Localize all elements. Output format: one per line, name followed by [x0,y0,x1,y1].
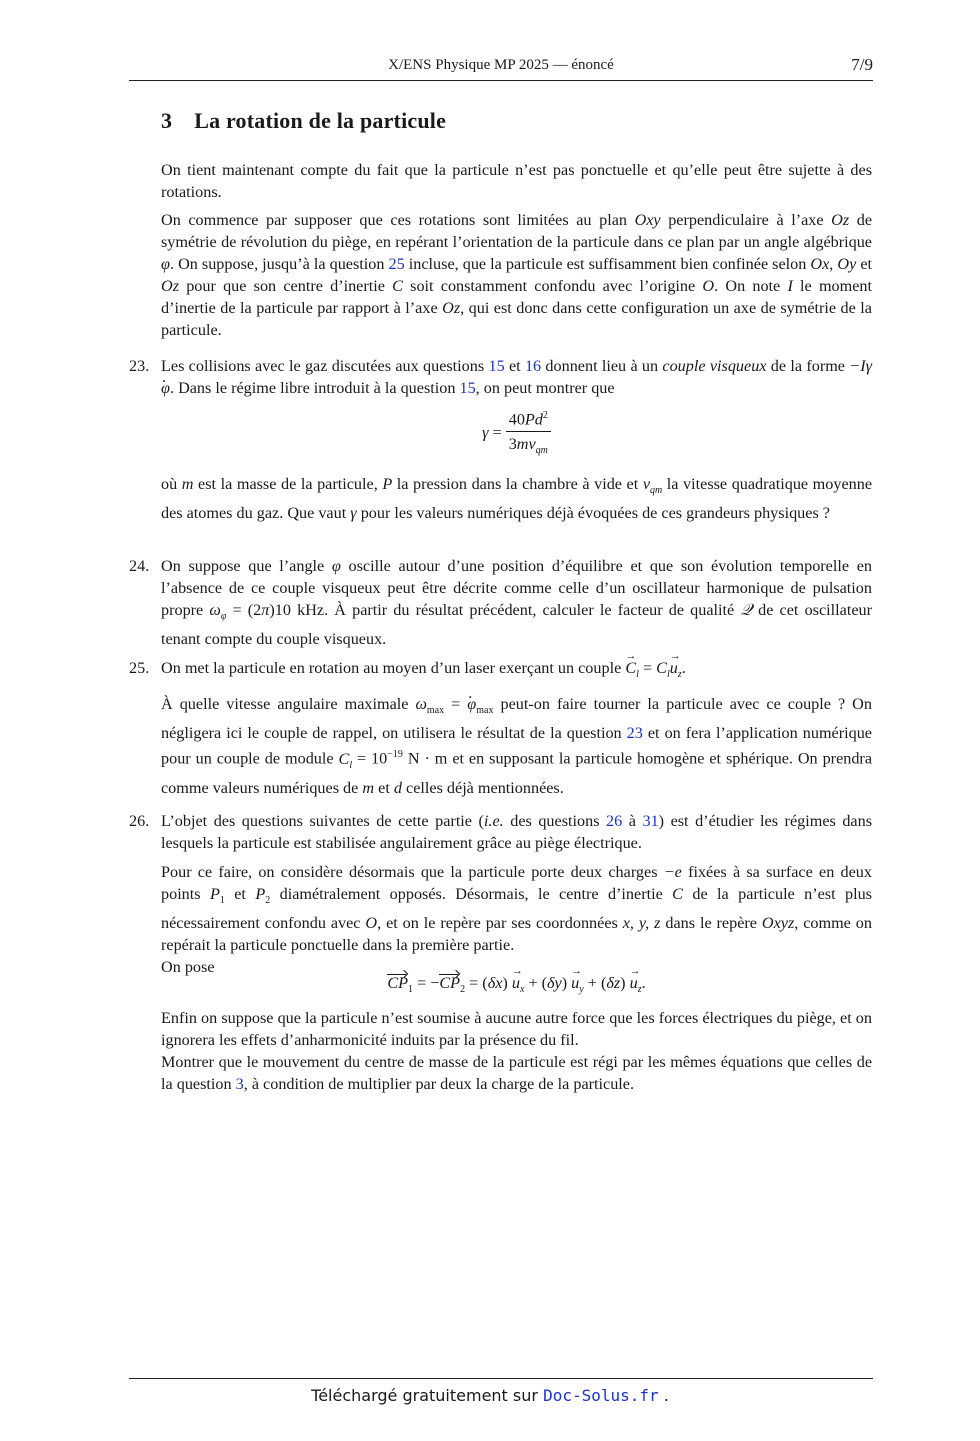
document-title: X/ENS Physique MP 2025 — énoncé [388,57,614,73]
page-header [129,54,873,81]
question-link-3[interactable]: 3 [235,1075,244,1094]
question-24-text: On suppose que l’angle φ oscille autour d’une position d’équilibre et que son évolution temporelle en l’absence de ce couple visqueux peut être décrite comme celle d’un oscillateur harmonique de pulsation propre $\omega_\varphi = (2\pi)10$ kHz. À partir du résultat précédent, calculer le facteur de qualité 𝒬 de cet oscillateur tenant compte du couple visqueux. [161,557,872,649]
section-heading [161,108,446,134]
section-number: 3 [161,108,173,133]
intro-paragraph-1: On tient maintenant compte du fait que la particule n’est pas ponctuelle et qu’elle peut être sujette à des rotations. [161,161,872,201]
question-23 [129,355,872,524]
question-23-followup: où m est la masse de la particule, P la pression dans la chambre à vide et $v_{qm}$ la vitesse quadratique moyenne des atomes du gaz. Que vaut γ pour les valeurs numériques déjà évoquées de ces grandeurs physiques ? [161,474,873,522]
question-26 [129,810,872,1095]
question-number: 24. [129,557,150,575]
question-26-paragraph-3: Enfin on suppose que la particule n’est soumise à aucune autre force que les forces électriques du piège, et on ignorera les effets d’anharmonicité induits par la présence du fil. Montrer que le mouvement du centre de masse de la particule est régi par les mêmes équations que celles de la question 3, à condition de multiplier par deux la charge de la particule. [161,1009,872,1094]
footer-link[interactable]: Doc-Solus.fr [543,1386,659,1405]
question-link-26[interactable]: 26 [606,812,623,830]
question-24 [129,555,872,650]
question-number: 26. [129,812,150,830]
question-link-15b[interactable]: 15 [459,379,476,397]
footer-rule [129,1378,873,1379]
question-25-text: On met la particule en rotation au moyen d’un laser exerçant un couple → $C_l = C_l\to u_z$. [161,657,872,686]
question-link-31[interactable]: 31 [642,812,659,830]
cp-equation: $CP_1 = -CP_2 = (\delta x) \to u_x + (\delta y) \to u_y + (\delta z) \to u_z$. [161,972,872,1001]
intro-paragraph-2: On commence par supposer que ces rotations sont limitées au plan Oxy perpendiculaire à l’axe Oz de symétrie de révolution du piège, en repérant l’orientation de la particule dans ce plan par un angle algébrique φ. On suppose, jusqu’à la question 25 incluse, que la particule est suffisamment bien confinée selon Ox, Oy et Oz pour que son centre d’inertie C soit constamment confondu avec l’origine O. On note I le moment d’inertie de la particule par rapport à l’axe Oz, qui est donc dans cette configuration un axe de symétrie de la particule. [161,211,873,339]
question-link-16[interactable]: 16 [524,357,542,375]
question-23-text: Les collisions avec le gaz discutées aux questions 15 et 16 donnent lieu à un couple visqueux de la forme −Iγ. φ. Dans le régime libre introduit à la question 15, on peut montrer que [161,355,872,399]
question-number: 23. [129,357,150,375]
question-link-15[interactable]: 15 [488,357,505,375]
question-25 [129,657,872,799]
question-link-23[interactable]: 23 [626,724,643,743]
question-25-paragraph-2: À quelle vitesse angulaire maximale $\omega_{max}$ = . $\varphi_{max}$ peut-on faire tourner la particule avec ce couple ? On négligera ici le couple de rappel, on utilisera le résultat de la question 23 et on fera l’application numérique pour un couple de module $C_l = 10^{-19}$ N · m et en supposant la particule homogène et sphérique. On prendra comme valeurs numériques de m et d celles déjà mentionnées. [161,693,872,799]
question-link-25[interactable]: 25 [388,255,405,273]
footer-text: Téléchargé gratuitement sur [311,1386,544,1405]
question-26-text: L’objet des questions suivantes de cette partie (i.e. des questions 26 à 31) est d’étudier les régimes dans lesquels la particule est stabilisée angulairement grâce au piège électrique. [161,812,873,852]
section-title: La rotation de la particule [194,108,447,133]
gamma-equation: γ = $\frac{40Pd^2}{3mv_{qm}}$ [161,405,872,463]
question-number: 25. [129,659,150,677]
page-footer: Téléchargé gratuitement sur Doc-Solus.fr . [311,1386,669,1405]
question-26-paragraph-2: Pour ce faire, on considère désormais que la particule porte deux charges −e fixées à sa surface en deux points $P_1$ et $P_2$ diamétralement opposés. Désormais, le centre d’inertie C de la particule n’est plus nécessairement confondu avec O, et on le repère par ses coordonnées x, y, z dans le repère Oxyz, comme on repérait la particule ponctuelle dans la première partie. On pose [161,863,872,977]
page-number: 7/9 [851,55,873,74]
